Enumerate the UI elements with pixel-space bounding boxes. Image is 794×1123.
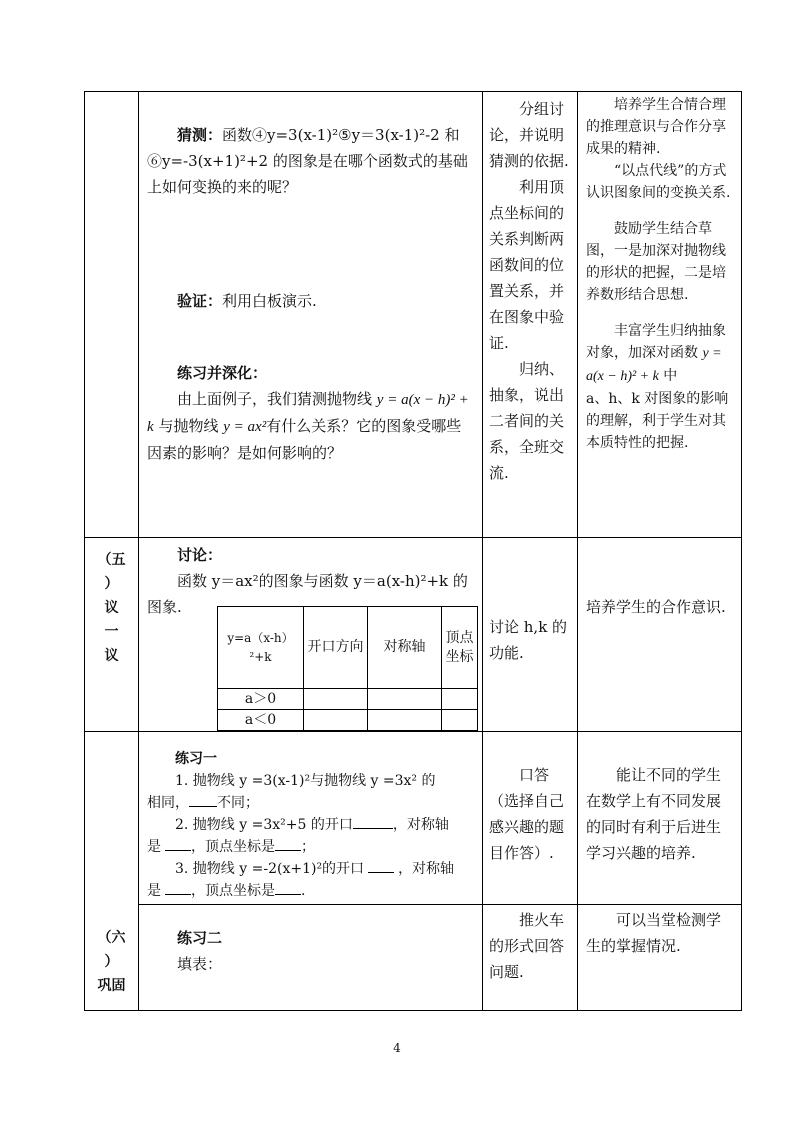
practice-one-title: 练习一 <box>175 751 217 767</box>
content-cell <box>139 538 483 732</box>
question-2-text-e: ； <box>301 839 315 855</box>
practice-paragraph <box>147 386 474 466</box>
intent-text-4c: a、h、k 对图象的影响的理解，利于学生对其本质特性的把握. <box>586 391 729 451</box>
question-2-text-a: 2. 抛物线 y =3x²+5 的开口 <box>175 817 353 833</box>
student-text: 讨论 h,k 的功能. <box>489 618 568 662</box>
practice-text-2: 与抛物线 <box>158 417 219 435</box>
properties-row <box>218 689 478 710</box>
design-intent-cell <box>578 905 742 1011</box>
answer-blank[interactable] <box>165 880 191 895</box>
design-intent-cell <box>578 92 742 538</box>
lesson-plan-table <box>84 91 742 1011</box>
question-2-line1 <box>147 814 474 836</box>
answer-cell[interactable] <box>368 689 442 710</box>
question-3-line2 <box>147 880 474 902</box>
properties-header-row <box>218 607 478 689</box>
section-label-line: （六 <box>97 930 126 946</box>
question-3-line1 <box>147 858 474 880</box>
intent-text: 培养学生的合作意识. <box>586 598 726 616</box>
row-practice-one <box>85 732 742 905</box>
answer-blank[interactable] <box>368 858 394 873</box>
section-cell-five <box>85 538 139 732</box>
section-label-line: 议 <box>104 648 119 664</box>
question-1-text-c: 不同； <box>217 795 259 811</box>
student-text: 推火车的形式回答问题. <box>489 911 565 981</box>
discuss-label: 讨论： <box>177 546 223 564</box>
header-opening: 开口方向 <box>304 607 368 689</box>
intent-text-4b: 中 <box>663 368 678 384</box>
question-2-text-b: ，对称轴 <box>392 817 449 833</box>
question-3-text-e: . <box>301 883 306 899</box>
student-activity-cell <box>483 905 578 1011</box>
question-1-text: 1. 抛物线 y =3(x-1)²与抛物线 y =3x² 的 <box>175 773 436 789</box>
intent-text-2: “以点代线”的方式认识图象间的变换关系. <box>586 163 731 201</box>
discuss-text: 函数 y＝ax²的图象与函数 y＝a(x-h)²+k 的图象. <box>147 572 468 616</box>
row-label-a-negative: a＜0 <box>218 710 304 731</box>
student-activity-cell <box>483 92 578 538</box>
question-2-line2 <box>147 836 474 858</box>
student-text: 口答（选择自己感兴趣的题目作答）. <box>489 766 565 862</box>
header-function: y=a（x-h）²+k <box>218 607 304 689</box>
guess-label: 猜测： <box>177 126 223 144</box>
content-cell <box>139 92 483 538</box>
practice-text-3: 有什么关系？它的图象受哪些因素的影响？是如何影响的？ <box>147 417 462 462</box>
answer-cell[interactable] <box>304 710 368 731</box>
question-3-text-a: 3. 抛物线 y =-2(x+1)²的开口 <box>175 861 365 877</box>
section-cell-empty <box>85 92 139 538</box>
question-1-text-b: 相同， <box>147 795 189 811</box>
practice-label: 练习并深化： <box>177 364 268 382</box>
intent-text: 能让不同的学生在数学上有不同发展的同时有利于后进生学习兴趣的培养. <box>586 766 722 862</box>
intent-text-4a: 丰富学生归纳抽象对象，加深对函数 <box>586 323 726 361</box>
header-vertex: 顶点坐标 <box>442 607 478 689</box>
section-label-line: 一 <box>104 624 119 640</box>
student-text-2: 利用顶点坐标间的关系判断两函数间的位置关系，并在图象中验证. <box>489 178 565 352</box>
practice-two-text: 填表： <box>177 955 223 973</box>
page-number: 4 <box>393 1041 401 1055</box>
formula-basic: y = ax² <box>223 419 267 435</box>
student-text-1: 分组讨论，并说明猜测的依据. <box>489 100 569 170</box>
answer-cell[interactable] <box>304 689 368 710</box>
row-practice-two <box>85 905 742 1011</box>
question-3-text-b: ，对称轴 <box>398 861 455 877</box>
content-cell <box>139 732 483 905</box>
student-activity-cell <box>483 732 578 905</box>
guess-text: 函数④y=3(x-1)²⑤y＝3(x-1)²-2 和⑥y=-3(x+1)²+2 的图象是在哪个函数式的基础上如何变换的来的呢？ <box>147 126 468 196</box>
student-activity-cell <box>483 538 578 732</box>
verify-text: 利用白板演示. <box>222 292 317 310</box>
content-cell <box>139 905 483 1011</box>
verify-paragraph <box>147 288 474 314</box>
verify-label: 验证： <box>177 292 223 310</box>
answer-cell[interactable] <box>442 710 478 731</box>
practice-two-title: 练习二 <box>177 929 223 947</box>
guess-paragraph <box>147 122 474 200</box>
properties-row <box>218 710 478 731</box>
answer-cell[interactable] <box>442 689 478 710</box>
formula-vertex-form-2: y = a(x − h)² + k <box>586 346 722 384</box>
header-axis: 对称轴 <box>368 607 442 689</box>
student-text-3: 归纳、抽象，说出二者间的关系，全班交流. <box>489 360 565 482</box>
question-3-text-c: 是 <box>147 883 161 899</box>
intent-text-1: 培养学生合情合理的推理意识与合作分享成果的精神. <box>586 97 726 157</box>
section-label-line: ） <box>104 954 119 970</box>
section-label-line: ） <box>104 576 119 592</box>
row-label-a-positive: a＞0 <box>218 689 304 710</box>
intent-text-3: 鼓励学生结合草图，一是加深对抛物线的形状的把握，二是培养数形结合思想. <box>586 221 726 303</box>
section-cell-six <box>85 732 139 1011</box>
intent-text: 可以当堂检测学生的掌握情况. <box>586 911 722 955</box>
answer-blank[interactable] <box>189 792 217 807</box>
intent-paragraph-4 <box>586 320 733 388</box>
section-label-line: （五 <box>97 552 126 568</box>
section-label-line: 巩固 <box>97 978 126 994</box>
row-discuss <box>85 538 742 732</box>
question-2-text-d: ，顶点坐标是 <box>191 839 275 855</box>
answer-blank[interactable] <box>275 880 301 895</box>
section-label-line: 议 <box>104 600 119 616</box>
design-intent-cell <box>578 538 742 732</box>
question-3-text-d: ，顶点坐标是 <box>191 883 275 899</box>
answer-blank[interactable] <box>353 814 393 829</box>
row-guess-verify <box>85 92 742 538</box>
answer-blank[interactable] <box>165 836 191 851</box>
answer-blank[interactable] <box>275 836 301 851</box>
question-1-line2 <box>147 792 474 814</box>
answer-cell[interactable] <box>368 710 442 731</box>
formula-vertex-form: y = a(x − h)² + k <box>147 392 469 435</box>
design-intent-cell <box>578 732 742 905</box>
practice-text-1: 由上面例子，我们猜测抛物线 <box>177 390 373 408</box>
properties-table <box>217 606 478 731</box>
question-2-text-c: 是 <box>147 839 161 855</box>
